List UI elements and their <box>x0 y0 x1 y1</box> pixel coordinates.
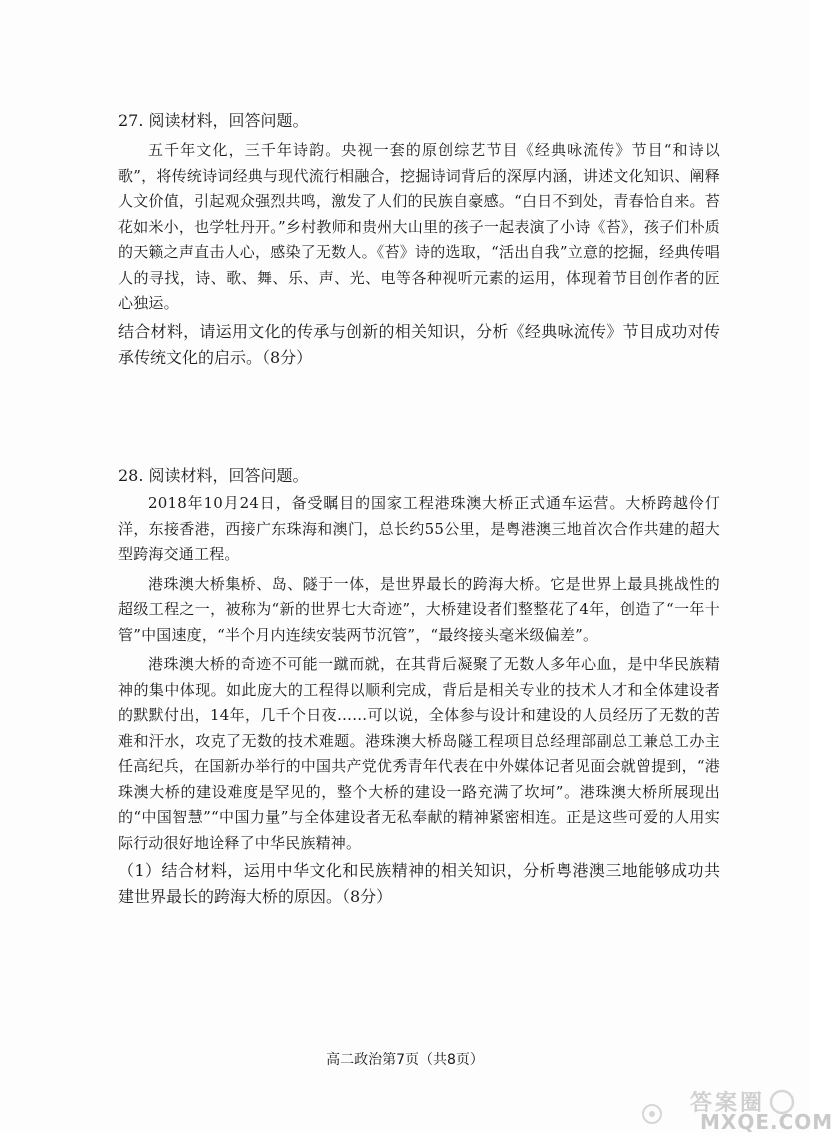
question-27-prompt: 结合材料，请运用文化的传承与创新的相关知识，分析《经典咏流传》节目成功对传承传统文化的启示。（8分） <box>118 321 720 367</box>
question-28 <box>118 465 720 910</box>
question-27-heading: 27. 阅读材料，回答问题。 <box>118 111 309 130</box>
watermark-cn: 答案圈 <box>690 1091 766 1116</box>
question-28-heading: 28. 阅读材料，回答问题。 <box>118 466 309 485</box>
question-28-paragraph-2: 港珠澳大桥集桥、岛、隧于一体，是世界最长的跨海大桥。它是世界上最具挑战性的超级工程之一，被称为“新的世界七大奇迹”，大桥建设者们整整花了4年，创造了“一年十管”中国速度，“半个月内连续安装两节沉管”，“最终接头毫米级偏差”。 <box>118 574 720 644</box>
question-27-material: 五千年文化，三千年诗韵。央视一套的原创综艺节目《经典咏流传》节目“和诗以歌”，将传统诗词经典与现代流行相融合，挖掘诗词背后的深厚内涵，讲述文化知识、阐释人文价值，引起观众强烈共鸣，激发了人们的民族自豪感。“白日不到处，青春恰自来。苔花如米小，也学牡丹开。”乡村教师和贵州大山里的孩子一起表演了小诗《苔》，孩子们朴质的天籁之声直击人心，感染了无数人。《苔》诗的选取，“活出自我”立意的挖掘，经典传唱人的寻找，诗、歌、舞、乐、声、光、电等各种视听元素的运用，体现着节目创作者的匠心独运。 <box>118 141 720 312</box>
question-28-paragraph-3: 港珠澳大桥的奇迹不可能一蹴而就，在其背后凝聚了无数人多年心血，是中华民族精神的集中体现。如此庞大的工程得以顺利完成，背后是相关专业的技术人才和全体建设者的默默付出，14年，几千个日夜……可以说，全体参与设计和建设的人员经历了无数的苦难和汗水，攻克了无数的技术难题。港珠澳大桥岛隧工程项目总经理部副总工兼总工办主任高纪兵，在国新办举行的中国共产党优秀青年代表在中外媒体记者见面会就曾提到，“港珠澳大桥的建设难度是罕见的，整个大桥的建设一路充满了坎坷”。港珠澳大桥所展现出的“中国智慧”“中国力量”与全体建设者无私奉献的精神紧密相连。正是这些可爱的人用实际行动很好地诠释了中华民族精神。 <box>118 655 720 852</box>
watermark-en: MXQE.COM <box>700 1110 833 1134</box>
page-footer: 高二政治第7页（共8页） <box>326 1052 484 1068</box>
question-28-paragraph-1: 2018年10月24日，备受瞩目的国家工程港珠澳大桥正式通车运营。大桥跨越伶仃洋，东接香港，西接广东珠海和澳门，总长约55公里，是粤港澳三地首次合作共建的超大型跨海交通工程。 <box>118 494 720 563</box>
question-27 <box>118 110 720 371</box>
question-28-prompt-1: （1）结合材料，运用中华文化和民族精神的相关知识，分析粤港澳三地能够成功共建世界最长的跨海大桥的原因。（8分） <box>118 861 720 906</box>
